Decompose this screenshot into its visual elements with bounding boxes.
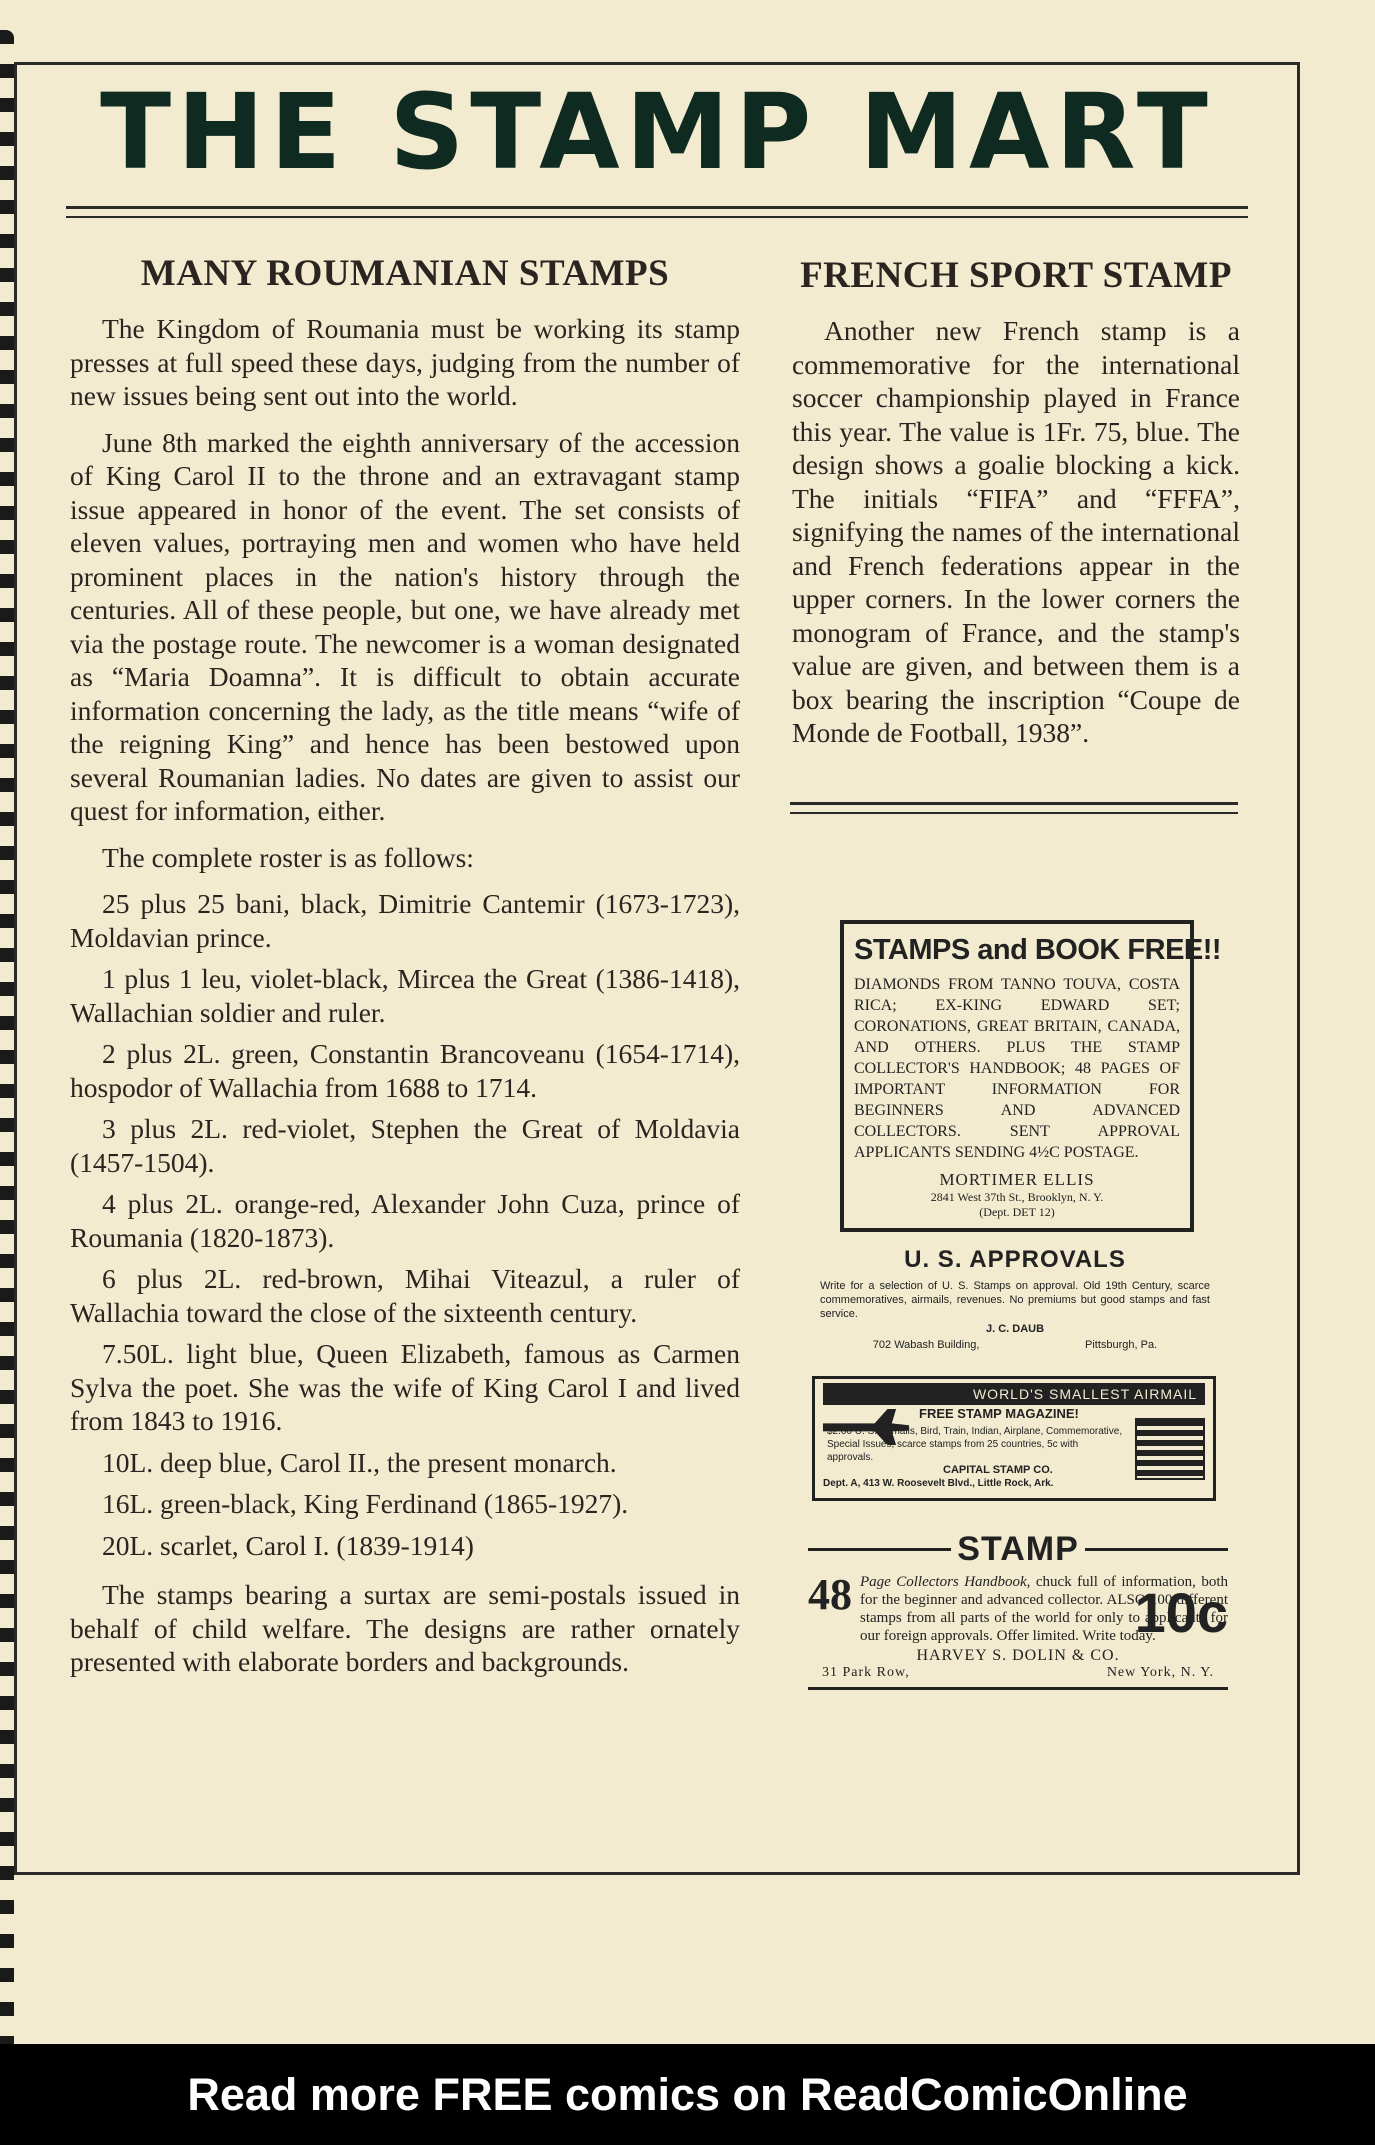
- spiral-binding: [0, 30, 14, 2060]
- paragraph: The complete roster is as follows:: [102, 841, 474, 873]
- ad-headline: U. S. APPROVALS: [904, 1246, 1126, 1273]
- divider: [808, 1548, 951, 1551]
- roster-entry: 16L. green-black, King Ferdinand (1865-1927).: [102, 1488, 629, 1519]
- ad-address-left: 31 Park Row,: [822, 1665, 910, 1680]
- ad-body: DIAMONDS FROM TANNO TOUVA, COSTA RICA; EX-KING EDWARD SET; CORONATIONS, GREAT BRITAIN, CANADA, AND OTHERS. PLUS THE STAMP COLLECTOR'S HANDBOOK; 48 PAGES OF IMPORTANT INFORMATION FOR BEGINNERS AND ADVANCED COLLECTORS. SENT APPROVAL APPLICANTS SENDING 4½C POSTAGE.: [854, 976, 1180, 1161]
- ad-advertiser-name: MORTIMER ELLIS: [939, 1170, 1095, 1189]
- right-article-heading: FRENCH SPORT STAMP: [800, 255, 1232, 296]
- ad-body-italic: Page Collectors Handbook,: [860, 1574, 1031, 1590]
- ad-airmail: [812, 1376, 1216, 1501]
- ad-headline: STAMP: [957, 1530, 1079, 1568]
- promo-banner[interactable]: Read more FREE comics on ReadComicOnline: [0, 2044, 1375, 2145]
- roster-entry: 6 plus 2L. red-brown, Mihai Viteazul, a ruler of Wallachia toward the close of the sixteenth century.: [70, 1263, 740, 1328]
- roster-entry: 3 plus 2L. red-violet, Stephen the Great of Moldavia (1457-1504).: [70, 1113, 740, 1178]
- ad-us-approvals: [820, 1245, 1210, 1351]
- right-article: [792, 250, 1240, 763]
- paragraph: June 8th marked the eighth anniversary of the accession of King Carol II to the throne and an extravagant stamp issue appeared in honor of the event. The set consists of eleven values, portraying men and women who have held prominent places in the nation's history through the centuries. All of these people, but one, we have already met via the postage route. The newcomer is a woman designated as “Maria Doamna”. It is difficult to obtain accurate information concerning the lady, as the title means “wife of the reigning King” and hence has been bestowed upon several Roumanian ladies. No dates are given to assist our quest for information, either.: [70, 426, 740, 826]
- ad-address: [808, 1665, 1228, 1681]
- ad-address: [820, 1339, 1210, 1351]
- roster-entry: 2 plus 2L. green, Constantin Brancoveanu (1654-1714), hospodor of Wallachia from 1688 to 1714.: [70, 1038, 740, 1103]
- roster-entry: 7.50L. light blue, Queen Elizabeth, famous as Carmen Sylva the poet. She was the wife of King Carol I and lived from 1843 to 1916.: [70, 1338, 740, 1436]
- ad-body-text: chuck full of information, both for the beginner and advanced collector. ALSO 100 different stamps from all parts of the world for only to applicants for our foreign approvals. Offer limited. Write today.: [860, 1574, 1228, 1644]
- roster-entry: 20L. scarlet, Carol I. (1839-1914): [102, 1529, 474, 1561]
- ad-address: 2841 West 37th St., Brooklyn, N. Y.: [930, 1190, 1104, 1204]
- ad-address-right: Pittsburgh, Pa.: [1085, 1339, 1158, 1351]
- divider: [1085, 1548, 1228, 1551]
- masthead-rule: [66, 206, 1248, 218]
- paragraph: Another new French stamp is a commemorative for the international soccer championship played in France this year. The value is 1Fr. 75, blue. The design shows a goalie blocking a kick. The initials “FIFA” and “FFFA”, signifying the names of the international and French federations appear in the upper corners. In the lower corners the monogram of France, and the stamp's value are given, and between them is a box bearing the inscription “Coupe de Monde de Football, 1938”.: [792, 315, 1240, 748]
- ad-tag: WORLD'S SMALLEST AIRMAIL: [823, 1383, 1205, 1405]
- left-article: [70, 248, 740, 1692]
- ad-headline-row: [808, 1530, 1228, 1569]
- ad-stamps-and-book-free: [840, 920, 1222, 1232]
- right-column-rule: [790, 802, 1238, 814]
- left-article-heading: MANY ROUMANIAN STAMPS: [140, 253, 670, 294]
- ad-headline: STAMPS and BOOK FREE!!: [854, 934, 1222, 966]
- ad-body: $2.00 U. S. Airmails, Bird, Train, Indian, Airplane, Commemorative, Special Issues, scarce stamps from 25 countries, 5c with approvals.: [827, 1426, 1123, 1463]
- ad-page-count: 48: [808, 1570, 852, 1619]
- ad-advertiser-name: J. C. DAUB: [985, 1323, 1045, 1335]
- roster-entry: 10L. deep blue, Carol II., the present monarch.: [102, 1446, 617, 1478]
- divider: [808, 1687, 1228, 1690]
- ad-stamp-handbook: [808, 1530, 1228, 1690]
- ad-dept: (Dept. DET 12): [979, 1205, 1055, 1219]
- ad-advertiser-name: CAPITAL STAMP CO.: [943, 1464, 1053, 1476]
- roster-entry: 25 plus 25 bani, black, Dimitrie Cantemir (1673-1723), Moldavian prince.: [70, 888, 740, 953]
- paragraph: The Kingdom of Roumania must be working its stamp presses at full speed these days, judging from the number of new issues being sent out into the world.: [70, 313, 740, 411]
- train-icon: [1135, 1418, 1205, 1480]
- paragraph-closing: The stamps bearing a surtax are semi-postals issued in behalf of child welfare. The designs are rather ornately presented with elaborate borders and backgrounds.: [70, 1579, 740, 1677]
- roster-entry: 4 plus 2L. orange-red, Alexander John Cuza, prince of Roumania (1820-1873).: [70, 1188, 740, 1253]
- ad-advertiser-name: HARVEY S. DOLIN & CO.: [916, 1647, 1120, 1664]
- ad-address: Dept. A, 413 W. Roosevelt Blvd., Little Rock, Ark.: [823, 1478, 1054, 1489]
- ad-price: 10c: [1134, 1581, 1228, 1644]
- ad-address-left: 702 Wabash Building,: [872, 1339, 980, 1351]
- ad-address-right: New York, N. Y.: [1106, 1665, 1214, 1680]
- masthead-title: THE STAMP MART: [100, 71, 1214, 193]
- ad-headline: FREE STAMP MAGAZINE!: [919, 1406, 1079, 1421]
- ad-body: Write for a selection of U. S. Stamps on approval. Old 19th Century, scarce commemoratives, airmails, revenues. No premiums but good stamps and fast service.: [820, 1280, 1210, 1320]
- roster-entry: 1 plus 1 leu, violet-black, Mircea the Great (1386-1418), Wallachian soldier and ruler.: [70, 963, 740, 1028]
